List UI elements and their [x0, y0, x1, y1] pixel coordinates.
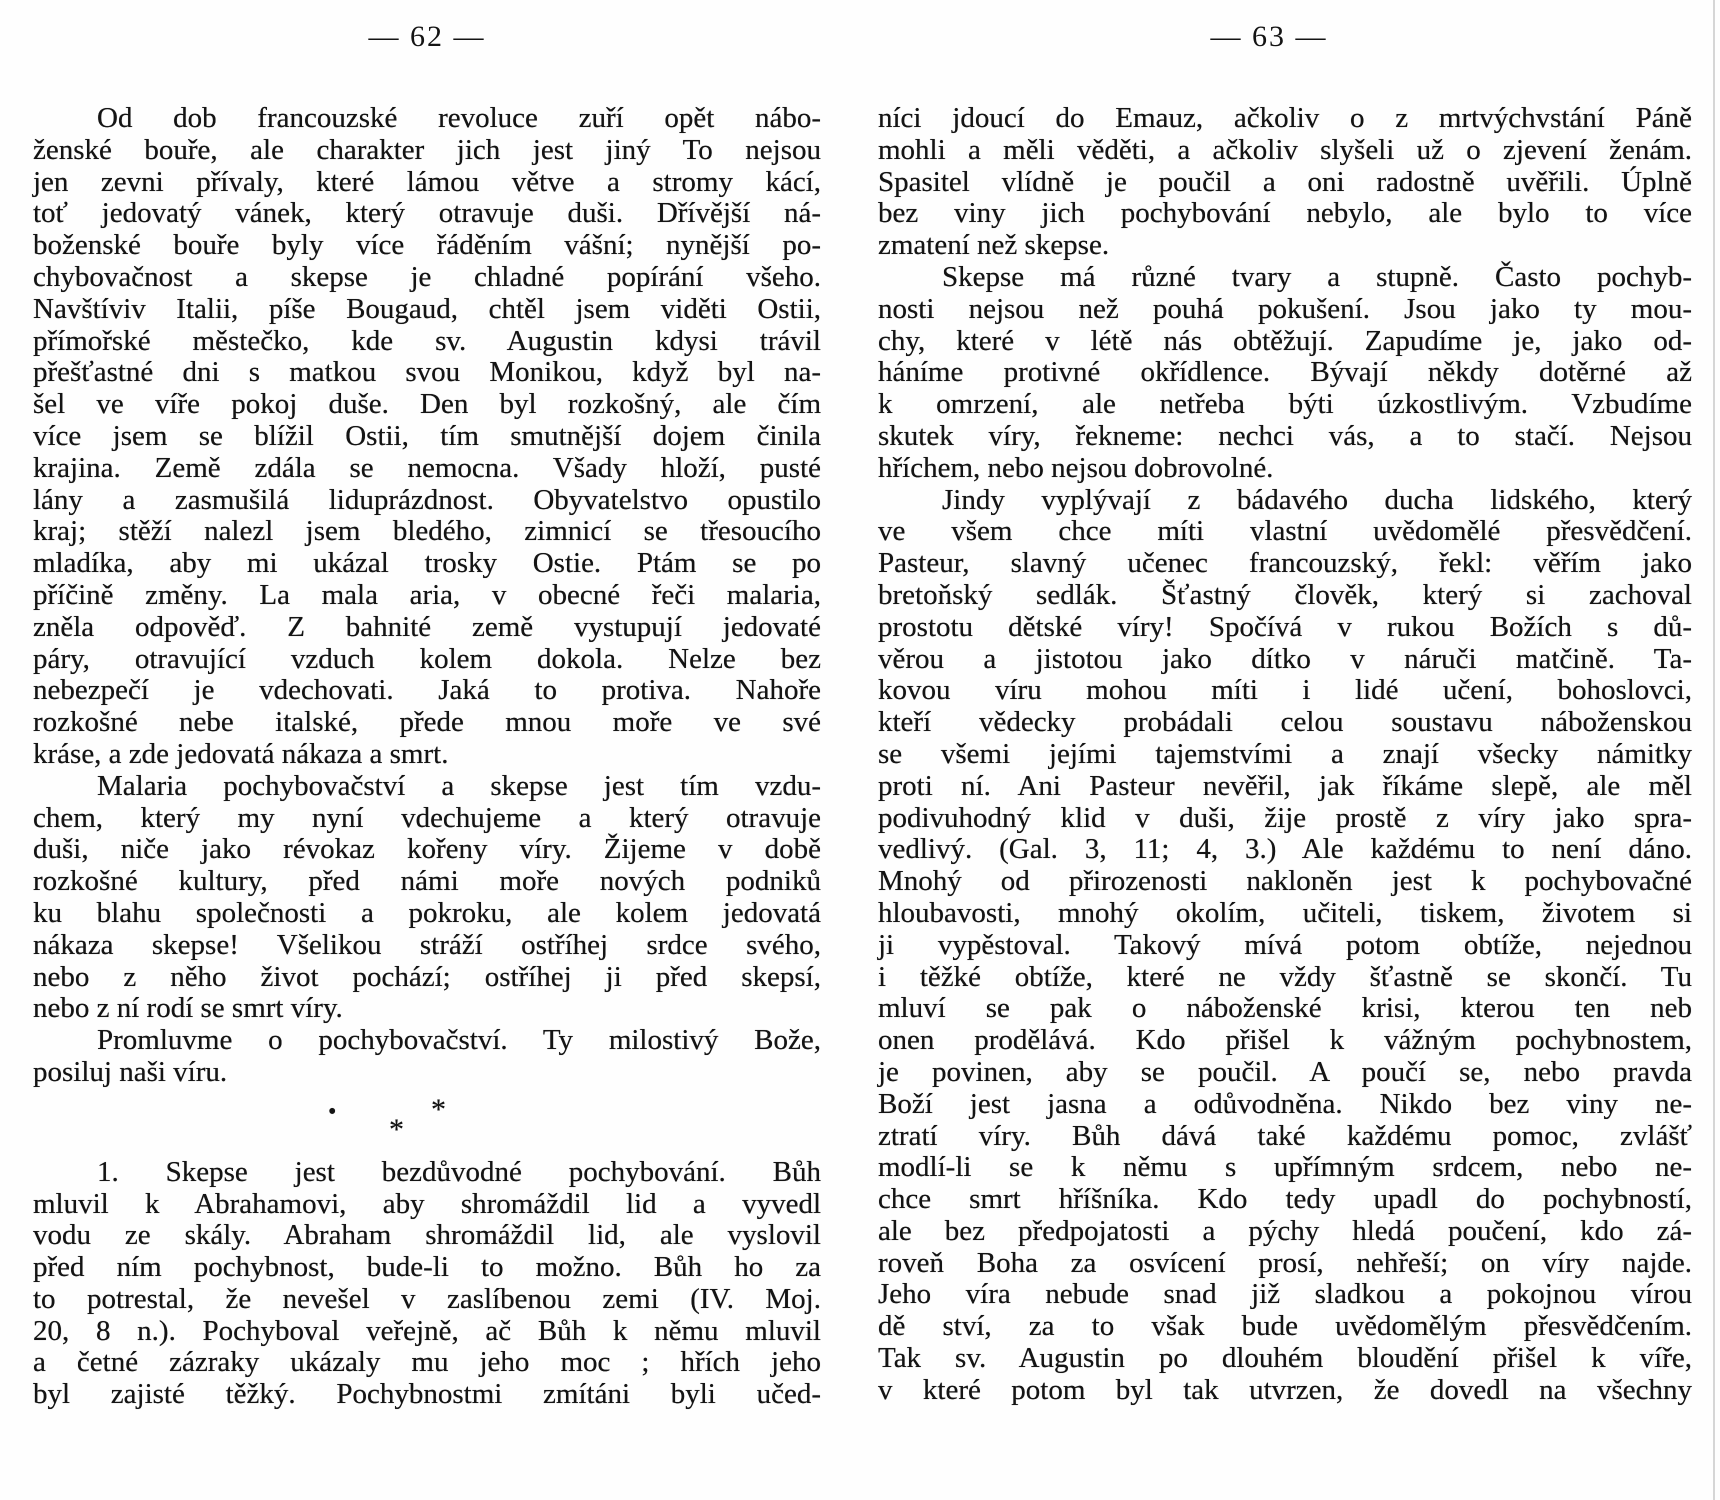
text-line: ztratí víry. Bůh dává také každému pomoc, zvlášť [878, 1119, 1692, 1152]
text-line: prostotu dětské víry! Spočívá v rukou Božích s dů- [878, 610, 1692, 643]
text-line: Malaria pochybovačství a skepse jest tím vzdu- [97, 769, 821, 802]
text-line: Od dob francouzské revoluce zuří opět nábo- [97, 102, 821, 134]
text-line: chy, které v létě nás obtěžují. Zapudíme je, jako od- [878, 324, 1692, 357]
text-line: se všemi jejími tajemstvími a znají všecky námitky [878, 737, 1692, 770]
text-line: před ním pochybnost, bude-li to možno. Bůh ho za [33, 1251, 821, 1284]
text-line: kovou víru mohou míti i lidé učení, bohoslovci, [878, 674, 1692, 707]
text-line: bez viny jich pochybování nebylo, ale bylo to více [878, 197, 1692, 230]
text-line: v které potom byl tak utvrzen, že dovedl na všechny [878, 1373, 1692, 1406]
text-line: věrou a jistotou jako dítko v náruči matčině. Ta- [878, 642, 1692, 675]
text-line: zněla odpověď. Z bahnité země vystupují jedovaté [33, 610, 821, 643]
text-line: ale bez předpojatosti a pýchy hledá poučení, kdo zá- [878, 1214, 1692, 1247]
text-line: mohli a měli věděti, a ačkoliv slyšeli už o zjevení ženám. [878, 133, 1692, 166]
text-line: vedlivý. (Gal. 3, 11; 4, 3.) Ale každému to není dáno. [878, 833, 1692, 866]
text-line: ženské bouře, ale charakter jich jest jiný To nejsou [33, 133, 821, 166]
text-line: Navštíviv Italii, píše Bougaud, chtěl jsem viděti Ostii, [33, 292, 821, 325]
text-line: háníme protivné okřídlence. Bývají někdy dotěrné až [878, 356, 1692, 389]
asterisk-glyph: * [389, 1112, 404, 1146]
text-line: toť jedovatý vánek, který otravuje duši. Dřívější ná- [33, 197, 821, 230]
text-line: krajina. Země zdála se nemocna. Všady hloží, pusté [33, 451, 821, 484]
asterisk-glyph: * [431, 1092, 446, 1126]
text-line: Mnohý od přirozenosti nakloněn jest k pochybovačné [878, 865, 1692, 898]
text-line: Jeho víra nebude snad již sladkou a pokojnou vírou [878, 1278, 1692, 1311]
text-line: nebo z něho život pochází; ostříhej ji před skepsí, [33, 960, 821, 993]
text-line: mluví se pak o náboženské krisi, kterou ten neb [878, 992, 1692, 1025]
text-line: Spasitel vlídně je poučil a oni radostně uvěřili. Úplně [878, 165, 1692, 198]
page-62-number-header: — 62 — [368, 20, 486, 53]
text-line: 20, 8 n.). Pochyboval veřejně, ač Bůh k němu mluvil [33, 1314, 821, 1347]
text-line: chem, který my nyní vdechujeme a který otravuje [33, 801, 821, 834]
text-line: šel ve víře pokoj duše. Den byl rozkošný, ale čím [33, 388, 821, 421]
text-line: mladíka, aby mi ukázal trosky Ostie. Ptám se po [33, 547, 821, 580]
text-line: nebezpečí je vdechovati. Jaká to protiva. Nahoře [33, 674, 821, 707]
text-line: byl zajisté těžký. Pochybnostmi zmítáni byli učed- [33, 1378, 821, 1411]
text-line: boženské bouře byly více řáděním vášní; nynější po- [33, 229, 821, 262]
text-line: modlí-li se k němu s upřímným srdcem, nebo ne- [878, 1151, 1692, 1184]
text-line: duši, niče jako révokaz kořeny víry. Žijeme v době [33, 833, 821, 866]
text-line: jen zevni přívaly, které lámou větve a stromy kácí, [33, 165, 821, 198]
text-line: nosti nejsou než pouhá pokušení. Jsou jako ty mou- [878, 292, 1692, 325]
text-line: dě ství, za to však bude uvědomělým přesvědčením. [878, 1310, 1692, 1343]
text-line: rozkošné kultury, před námi moře nových podniků [33, 865, 821, 898]
text-line: přešťastné dni s matkou svou Monikou, když byl na- [33, 356, 821, 389]
text-line: přímořské městečko, kde sv. Augustin kdysi trávil [33, 324, 821, 357]
text-line: vodu ze skály. Abraham shromáždil lid, ale vyslovil [33, 1219, 821, 1252]
page-62-text-column [33, 103, 821, 1411]
text-line: a četné zázraky ukázaly mu jeho moc ; hřích jeho [33, 1346, 821, 1379]
text-line: mluvil k Abrahamovi, aby shromáždil lid a vyvedl [33, 1187, 821, 1220]
page-63 [878, 0, 1692, 1500]
text-line: níci jdoucí do Emauz, ačkoliv o z mrtvýchvstání Páně [878, 102, 1692, 134]
text-line: Boží jest jasna a odůvodněna. Nikdo bez viny ne- [878, 1087, 1692, 1120]
text-line: posiluj naši víru. [33, 1055, 228, 1088]
text-line: 1. Skepse jest bezdůvodné pochybování. Bůh [97, 1155, 821, 1188]
text-line: nebo z ní rodí se smrt víry. [33, 992, 343, 1025]
text-line: ji vypěstoval. Takový mívá potom obtíže, nejednou [878, 928, 1692, 961]
text-line: Skepse má různé tvary a stupně. Často pochyb- [942, 260, 1692, 293]
text-line: chybovačnost a skepse je chladné popírání všeho. [33, 260, 821, 293]
text-line: hloubavosti, mnohý okolím, učiteli, tiskem, životem si [878, 896, 1692, 929]
text-line: rozkošné nebe italské, přede mnou moře ve své [33, 706, 821, 739]
text-line: kteří vědecky probádali celou soustavu náboženskou [878, 706, 1692, 739]
text-line: Tak sv. Augustin po dlouhém bloudění přišel k víře, [878, 1342, 1692, 1375]
text-line: příčině změny. La mala aria, v obecné řeči malaria, [33, 578, 821, 611]
text-line: roveň Boha za osvícení prosí, nehřeší; on víry najde. [878, 1246, 1692, 1279]
text-line: k omrzení, ale netřeba býti úzkostlivým. Vzbudíme [878, 388, 1692, 421]
text-line: nákaza skepse! Všelikou stráží ostříhej srdce svého, [33, 928, 821, 961]
text-line: je povinen, aby se poučil. A poučí se, nebo pravda [878, 1055, 1692, 1088]
text-line: zmatení než skepse. [878, 229, 1110, 262]
text-line: skutek víry, řekneme: nechci vás, a to stačí. Nejsou [878, 419, 1692, 452]
text-line: onen prodělává. Kdo přišel k vážným pochybnostem, [878, 1024, 1692, 1057]
text-line: lány a zasmušilá liduprázdnost. Obyvatelstvo opustilo [33, 483, 821, 516]
text-line: i těžké obtíže, které ne vždy šťastně se skončí. Tu [878, 960, 1692, 993]
text-line: podivuhodný klid v duši, žije prostě z víry jako spra- [878, 801, 1692, 834]
page-63-text-column [878, 103, 1692, 1407]
page-62 [33, 0, 821, 1500]
text-line: bretoňský sedlák. Šťastný člověk, který si zachoval [878, 578, 1692, 611]
text-line: ve všem chce míti vlastní uvědomělé přesvědčení. [878, 515, 1692, 548]
text-line: hříchem, nebo nejsou dobrovolné. [878, 451, 1274, 484]
text-line: páry, otravující vzduch kolem dokola. Nelze bez [33, 642, 821, 675]
text-line: Promluvme o pochybovačství. Ty milostivý Bože, [97, 1024, 821, 1057]
scan-edge-artifact [1713, 0, 1715, 1500]
page-63-number-header: — 63 — [1210, 20, 1328, 53]
text-line: kraj; stěží nalezl jsem bledého, zimnicí se třesoucího [33, 515, 821, 548]
asterisk-glyph: • [328, 1098, 337, 1125]
text-line: chce smrt hříšníka. Kdo tedy upadl do pochybností, [878, 1183, 1692, 1216]
text-line: to potrestal, že nevešel v zaslíbenou zemi (IV. Moj. [33, 1282, 821, 1315]
text-line: kráse, a zde jedovatá nákaza a smrt. [33, 737, 449, 770]
text-line: ku blahu společnosti a pokroku, ale kolem jedovatá [33, 896, 821, 929]
text-line: proti ní. Ani Pasteur nevěřil, jak říkáme slepě, ale měl [878, 769, 1692, 802]
section-separator [33, 1089, 821, 1157]
text-line: Jindy vyplývají z bádavého ducha lidského, který [942, 483, 1692, 516]
text-line: Pasteur, slavný učenec francouzský, řekl: věřím jako [878, 547, 1692, 580]
text-line: více jsem se blížil Ostii, tím smutnější dojem činila [33, 419, 821, 452]
